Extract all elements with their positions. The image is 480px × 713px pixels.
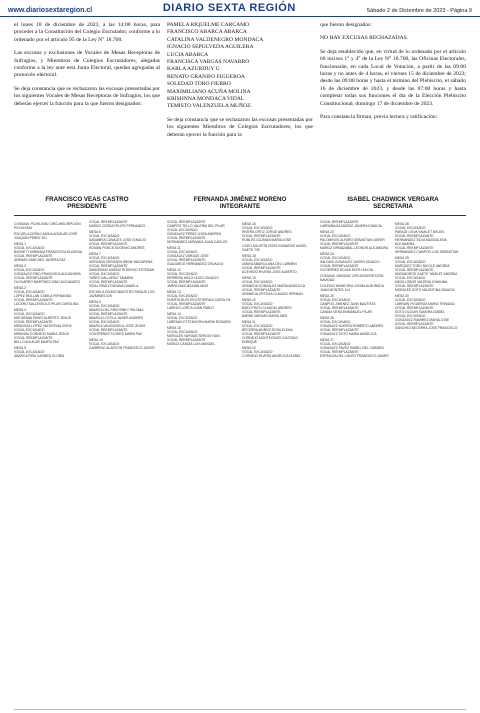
list-item: MESA 9 [89, 300, 101, 304]
list-item: CORNEJO RIVERA ANGELICA ISABEL [242, 354, 301, 358]
list-item: GONZALEZ SOTO MARIA ANGELICA [320, 332, 377, 336]
section-divider [14, 215, 466, 216]
list-item: MESA 24 [320, 252, 334, 256]
list-item: BELLO AGUILAR MARTA PAZ [14, 340, 59, 344]
list-item: VOCAL REEMPLAZANTE [320, 328, 359, 332]
list-item: VOCAL EXCUSADO [320, 320, 351, 324]
list-item: MUÑOZ CERDA FELIPE FERNANDO [89, 224, 146, 228]
list-item: MESA 3 [14, 286, 26, 290]
list-item: VOCAL EXCUSADO [89, 304, 120, 308]
list-item: VOCAL EXCUSADO [167, 228, 198, 232]
intro-paragraph: el lunes 18 de diciembre de 2023, a las 14:00 horas, para proceder a la Constitución del Colegio Escrutador, conforme a lo ordenado por el artículo 95 de la Ley N° 18.700. [14, 22, 160, 43]
list-item: COMUNA: PICHILEMU CIRCUNSCRIPCIÓN: PICHILEMU [14, 222, 82, 230]
site-url[interactable]: www.diariosextaregion.cl [8, 7, 93, 14]
list-item: VOCAL EXCUSADO [89, 272, 120, 276]
list-item: MESA 27 [320, 338, 334, 342]
rejected-name: RENATO GRANIFO FIGUEROA [167, 73, 245, 80]
list-item: VOCAL REEMPLAZANTE [395, 306, 434, 310]
page-footer-rule [14, 709, 466, 710]
list-item: MORALES VARGAS SERGIO IVAN [167, 334, 220, 338]
list-item: MATURANA PAVEZ ALBERTO JESUS [14, 316, 71, 320]
list-item: MESA 20 [242, 298, 256, 302]
list-item: MESA 13 [167, 290, 181, 294]
list-item: HUERTA BUSTOS ESTHEFANI CAROLYN [167, 298, 231, 302]
list-item: CAMPOS JIMENEZ JUAN BAUTISTA [320, 302, 376, 306]
list-item: YAÑEZ GALLARDO TAMARA [89, 276, 133, 280]
signatory [14, 196, 160, 210]
list-item: GONZALEZ PAVEZ ISABEL DEL CARMEN [320, 346, 384, 350]
list-item: BAEZ PINTO CLAUDIO ANDRES [242, 306, 292, 310]
list-item: MARQUEZ TORO NICOLE ANDREA [395, 264, 450, 268]
list-column [167, 220, 313, 698]
list-item: VOCAL REEMPLAZANTE [395, 234, 434, 238]
list-item: VOCAL REEMPLAZANTE [320, 350, 359, 354]
list-item: VOCAL REEMPLAZANTE [242, 288, 281, 292]
intro-paragraph: Las excusas y exclusiones de Vocales de Mesas Receptoras de Sufragios, y Miembros de Colegios Escrutadores, alegadas conforme a la ley ante esta Junta Electoral, quedan agregadas al protocolo electoral. [14, 50, 160, 79]
list-item: VOCAL EXCUSADO [242, 302, 273, 306]
list-item: ESCUELA DIVINO MAESTRO PASAJE LOS JAZMINES 025 [89, 290, 155, 298]
list-item: PALOMINOS ALFARO SEBASTIAN JAVIER [320, 238, 385, 242]
list-item: MESA 16 [242, 222, 256, 226]
list-item: VOCAL EXCUSADO [89, 342, 120, 346]
list-item: ABARCA LOYOLA JAVIER ANDRES [89, 316, 143, 320]
list-item: MUÑOZ ORMAZABAL LEONOR ALEJANDRA [320, 246, 389, 250]
list-item: ARANEDA GONZALEZ MARIA ANGELICA [242, 284, 306, 288]
list-item: VOCAL REEMPLAZANTE [14, 336, 53, 340]
list-item: MUÑOZ CANDIA LUIS MANUEL [167, 342, 216, 346]
list-item: MESA 2 [14, 264, 26, 268]
list-item: MESA 7 [89, 252, 101, 256]
list-item: VOCAL REEMPLAZANTE [242, 234, 281, 238]
signatory-name: ISABEL CHADWICK VERGARA [347, 196, 439, 203]
list-item: MESA 19 [242, 276, 256, 280]
signatory-role: PRESIDENTE [67, 203, 107, 210]
list-item: LICEO AGUSTÍN ROSS EDWARDS ANGEL GAETE 735 [242, 244, 307, 252]
list-item: MIRANDA CORNEJO MARIA JESUS [14, 332, 69, 336]
list-item: MESA 4 [14, 308, 26, 312]
list-item: VOCAL REEMPLAZANTE [167, 258, 206, 262]
list-item: VOCAL REEMPLAZANTE [167, 302, 206, 306]
list-item: CANDIA VERA EMMANUEL PILAR [320, 310, 372, 314]
list-item: LARRAÑAGA MUÑOZ JAVIERA IGNACIA [320, 224, 382, 228]
list-item: MESA 12 [167, 268, 181, 272]
list-item: VOCAL REEMPLAZANTE [89, 280, 128, 284]
list-item: CONTRERAS FLORES MARIA PAZ [89, 332, 143, 336]
list-item: BASHETT MIRANDA FRANCESCA EUGENIA [14, 250, 82, 254]
list-item: VOCAL REEMPLAZANTE [89, 264, 128, 268]
list-item: CARRENO ALARCON FRANCISCO JAVIER [89, 346, 155, 350]
list-item: AMAYA ABARCA ANA DEL CARMEN [242, 262, 297, 266]
list-item: MATAMOROS GAETE YAMILET ANDREA [395, 272, 458, 276]
list-item: COLEGIO MUNICIPAL DIVINA ALBORADA JUAN MONTES 114 [320, 284, 384, 292]
list-item: VOCAL REEMPLAZANTE [395, 268, 434, 272]
list-item: OLGUARRO MARTINEZ DINO ALEJANDRO [14, 280, 81, 284]
list-item: VOCAL EXCUSADO [320, 256, 351, 260]
list-item: JARPA DIAZ MAXIMILIANO [167, 284, 209, 288]
list-item: RIVERA ORTIZ JORGE ANDRES [242, 230, 292, 234]
list-item: VOCAL EXCUSADO [395, 314, 426, 318]
list-item: MESA 28 [395, 222, 409, 226]
signatory-role: SECRETARIA [373, 203, 413, 210]
intro-column-3 [320, 22, 466, 190]
list-item: VOCAL EXCUSADO [320, 298, 351, 302]
list-item: VOCAL REEMPLAZANTE [320, 306, 359, 310]
list-item: MESA 30 [395, 294, 409, 298]
list-item: MESA 23 [320, 230, 334, 234]
intro-paragraph: Se deja constancia que se rechazaron las excusas presentadas por los siguientes Vocales de Mesas Receptoras de Sufragios, los que deberán ejercer la función para la que fueron designados: [14, 85, 160, 107]
rejected-name: TEMISTO VALENZUELA MUÑOZ. [167, 103, 252, 110]
list-item: GUAJARDO HERNANDEZ OSVALDO [167, 262, 224, 266]
rejected-name: CATALINA VALDENEGRO MONDACA [167, 36, 264, 43]
list-item: VOCAL EXCUSADO [167, 330, 198, 334]
list-item: ESCUELA DOÑA CAMILA AGUILAR JOSÉ JOAQUÍN PEREZ 201 [14, 232, 78, 240]
list-item: ESPINOZA DEL CANTO FRANCISCO JAVIER [320, 354, 389, 358]
list-item: VOCAL REEMPLAZANTE [320, 242, 359, 246]
intro-column-2 [167, 22, 313, 190]
signatories [14, 196, 466, 210]
signatory [167, 196, 313, 210]
list-item: MESA 14 [167, 312, 181, 316]
list-subcolumn [320, 220, 391, 698]
list-item: MESA 10 [89, 338, 103, 342]
list-item: VOCAL REEMPLAZANTE [14, 254, 53, 258]
list-item: VOCAL EXCUSADO [242, 350, 273, 354]
list-item: VOCAL REEMPLAZANTE [167, 280, 206, 284]
list-item: VOCAL EXCUSADO [395, 260, 426, 264]
list-item: LARENAS ETTENSOHN MARIA ROSARIO [167, 320, 231, 324]
list-item: VOCAL EXCUSADO [242, 280, 273, 284]
signatory-role: INTEGRANTE [219, 203, 261, 210]
list-item: CAMPOS TELLO VALERIA DEL PILAR [167, 224, 225, 228]
list-item: MESA 29 [395, 256, 409, 260]
list-item: VOCAL EXCUSADO [395, 276, 426, 280]
list-item: VOCAL EXCUSADO [14, 290, 45, 294]
list-item: ARENAS SANCHEZ JAVIERA PAZ [14, 258, 66, 262]
list-item: SANABRIA CANALES JOSE IGNACIO [89, 238, 147, 242]
list-item: MESA 6 [89, 230, 101, 234]
list-item: COMUNA: NAVIDAD CIRCUNSCRIPCIÓN: NAVIDAD [320, 274, 384, 282]
list-item: LAREDO LORCA JUAN PABLO [167, 306, 214, 310]
list-item: VOCAL EXCUSADO [14, 328, 45, 332]
list-item: MESA 21 [242, 320, 256, 324]
list-item: GUTIERREZ ROJAS EDITH ALICIA [320, 268, 373, 272]
list-item: BECERRA MUÑOZ ROSA ELENA [242, 328, 293, 332]
list-item: HERRERA MELO HUGO IGNACIO [167, 276, 219, 280]
list-item: LUCERO SALLESSOLO PILAR CAROLINA [14, 302, 79, 306]
list-subcolumn [395, 220, 466, 698]
list-item: SOTO OLGUIN SANDRA ISABEL [395, 310, 445, 314]
list-item: GONZALEZ VARGAS JOSE [167, 254, 209, 258]
list-item: GONZALEZ HUERTA ROBERTO ANDRES [320, 324, 384, 328]
list-item: ZAMORANO MUÑOZ RODRIGO ESTEBAN [89, 268, 155, 272]
list-column [14, 220, 160, 698]
intro-paragraph: Se deja establecido que, en virtud de lo ordenado por el artículo 60 incisos 1° y 4° de la Ley N° 18.700, las Oficinas Electorales, funcionarán, en cada Local de Votación, a partir de las 09:00 horas y no antes de 4 horas, el viernes 15 de diciembre de 2023; desde las 09:00 horas y hasta el término del Plebiscito, el sábado 16 de diciembre de 2023, y desde las 07:00 horas y hasta completar todas sus funciones el día de la Elección Plebiscito Constitucional, domingo 17 de diciembre de 2023. [320, 48, 466, 107]
list-item: VOCAL EXCUSADO [320, 342, 351, 346]
list-item: HERNANDEZ CAMPOS LUIS SEBASTIAN [395, 250, 459, 254]
list-item: VOCAL EXCUSADO [242, 258, 273, 262]
list-item: HERNANDEZ MIRANDA JUAN CARLOS [167, 240, 228, 244]
signatory [320, 196, 466, 210]
list-item: VOCAL REEMPLAZANTE [167, 220, 206, 224]
list-item: MESA 22 [242, 346, 256, 350]
list-item: VOCAL REEMPLAZANTE [89, 328, 128, 332]
rejected-name: MAXIMILIANO ACUÑA MOLINA [167, 88, 251, 95]
list-item: VERGARA VERGARA IRENE MACARENA [89, 260, 153, 264]
list-item: VOCAL REEMPLAZANTE [242, 266, 281, 270]
list-item: VOCAL EXCUSADO [167, 316, 198, 320]
list-item: VOCAL EXCUSADO [167, 294, 198, 298]
list-item: GONZALEZ PINO FRANCISCA ALEJANDRA [14, 272, 81, 276]
list-item: MESA 18 [242, 254, 256, 258]
rejected-name: PAMELA RIQUELME CARCAMO [167, 22, 250, 28]
rejected-name: SOLEDAD TORO FIERRO [167, 81, 231, 88]
signatory-name: FERNANDA JIMÉNEZ MORENO [193, 196, 287, 203]
page-header [0, 0, 480, 17]
date-page: Sábado 2 de Diciembre de 2023 - Página 9 [366, 8, 472, 14]
list-subcolumn [242, 220, 313, 698]
list-item: VOCAL EXCUSADO [242, 226, 273, 230]
list-column [320, 220, 466, 698]
list-item: VOCAL EXCUSADO [14, 350, 45, 354]
list-item: VOCAL REEMPLAZANTE [242, 310, 281, 314]
list-item: MESA 15 [167, 326, 181, 330]
list-item: MEZA LOBOS VALERIA JOHANNA [395, 280, 448, 284]
list-item: VOCAL EXCUSADO [395, 226, 426, 230]
list-item: ROBLES GUZMAN MARIA JOSE [242, 238, 292, 242]
rejected-name: FRANCISCO ABARCA ABARCA [167, 29, 247, 36]
list-item: VOCAL REEMPLAZANTE [89, 220, 128, 224]
list-item: GONZALEZ RAMIREZ MARIA JOSE [395, 318, 450, 322]
list-item: VOCAL REEMPLAZANTE [14, 276, 53, 280]
list-item: VOCAL EXCUSADO [89, 320, 120, 324]
list-item: VOCAL EXCUSADO [14, 268, 45, 272]
list-item: ROMAN PONCE EUGENIO ANDRES [89, 246, 145, 250]
list-item: VOCAL EXCUSADO [14, 246, 45, 250]
list-item: LOPEZ MOLLAN CAMILA FERNANDA [14, 294, 72, 298]
list-item: MENDOZA LOPEZ VALENTINA SOFIA [14, 324, 72, 328]
intro-paragraph: NO HAY EXCUSAS RECHAZADAS. [320, 35, 409, 42]
intro-paragraph: que fueron designados: [320, 22, 372, 28]
list-item: VOCAL EXCUSADO [167, 272, 198, 276]
list-item: PARAJE LEIVA YAMILET BELEN [395, 230, 444, 234]
list-item: HERNANDEZ SILVA MAGDALENA ALEJANDRA [395, 238, 447, 246]
rejected-name: KARLA AZURDUY G [167, 66, 220, 73]
intro-paragraph: Para constancia firman, previa lectura y ratificación: [320, 114, 438, 121]
list-item: SANCHEZ BECERRA JOSE FRANCISCO [395, 326, 458, 330]
list-item: BARRA VARGAS MARIA INES [242, 314, 288, 318]
list-item: VIDAL PAVEZ DAYANA DANIELA [89, 284, 139, 288]
list-item: VOCAL REEMPLAZANTE [395, 246, 434, 250]
rejected-name: FRANCISCA VARGAS NAVARRO [167, 59, 250, 66]
rejected-name: KRISHNNA MONDACA VIDAL [167, 96, 245, 103]
signatory-name: FRANCISCO VEAS CASTRO [45, 196, 129, 203]
rejected-name: IGNACIO SEPULVEDA AGUILERA [167, 44, 254, 51]
list-item: VOCAL REEMPLAZANTE [14, 320, 53, 324]
intro-text [14, 22, 466, 190]
list-item: VOCAL REEMPLAZANTE [167, 236, 206, 240]
list-item: ABARCA PIÑA CARMEN GLORIA [14, 354, 65, 358]
list-item: VOCAL EXCUSADO [320, 234, 351, 238]
list-item: VOCAL REEMPLAZANTE [89, 312, 128, 316]
list-item: MESA 1 [14, 242, 26, 246]
list-subcolumn [14, 220, 85, 698]
list-item: VOCAL EXCUSADO [167, 250, 198, 254]
list-item: MESA 25 [320, 294, 334, 298]
list-item: VOCAL EXCUSADO [89, 256, 120, 260]
list-item: VOCAL REEMPLAZANTE [395, 284, 434, 288]
list-item: VOCAL REEMPLAZANTE [14, 298, 53, 302]
list-item: ABARCA DEL PINO EMILY PALOMA [89, 308, 144, 312]
list-item: VOCAL EXCUSADO [14, 312, 45, 316]
list-item: ACEVEDO RIVERA JOSE ALBERTO [242, 270, 297, 274]
list-item: SALDIAS GONZALEZ JAVIER IGNACIO [320, 260, 380, 264]
list-subcolumn [167, 220, 238, 698]
list-item: ARANEDA ORTEGA CLAUDIO HERNAN [242, 292, 303, 296]
polling-table-list [14, 220, 466, 698]
list-item: MESA 26 [320, 316, 334, 320]
list-item: VOCAL EXCUSADO [89, 234, 120, 238]
list-item: MESA 5 [14, 346, 26, 350]
list-subcolumn [89, 220, 160, 698]
list-item: MESA 11 [167, 246, 181, 250]
list-item: VOCAL EXCUSADO [395, 298, 426, 302]
list-item: VOCAL EXCUSADO [242, 324, 273, 328]
list-item: VOCAL REEMPLAZANTE [320, 264, 359, 268]
newspaper-title: DIARIO SEXTA REGIÓN [162, 2, 296, 14]
list-item: MORALES SOTO VALENTINA IGNACIA [395, 288, 455, 292]
list-item: VOCAL REEMPLAZANTE [242, 332, 281, 336]
list-item: LARRAÍN FIGUEROA MARIA TRINIDAD [395, 302, 455, 306]
list-item: CORNEJO MONTECINOS GUSTAVO ENRIQUE [242, 336, 298, 344]
list-item: GONZALEZ PEREZ LISSA ANDREA [167, 232, 222, 236]
intro-column-1 [14, 22, 160, 190]
rejected-name: LUCIA ABARCA [167, 51, 209, 58]
list-item: VOCAL REEMPLAZANTE [167, 338, 206, 342]
list-item: VOCAL REEMPLAZANTE [89, 242, 128, 246]
intro-paragraph: Se deja constancia que se rechazaron las excusas presentadas por los siguientes Miembros de Colegios Escrutadores, los que deberán ejercer la función para la [167, 116, 313, 138]
list-item: ABARCA VALENZUELA JOSE JESUS [89, 324, 146, 328]
list-item: VOCAL REEMPLAZANTE [320, 220, 359, 224]
list-item: VOCAL REEMPLAZANTE [395, 322, 434, 326]
